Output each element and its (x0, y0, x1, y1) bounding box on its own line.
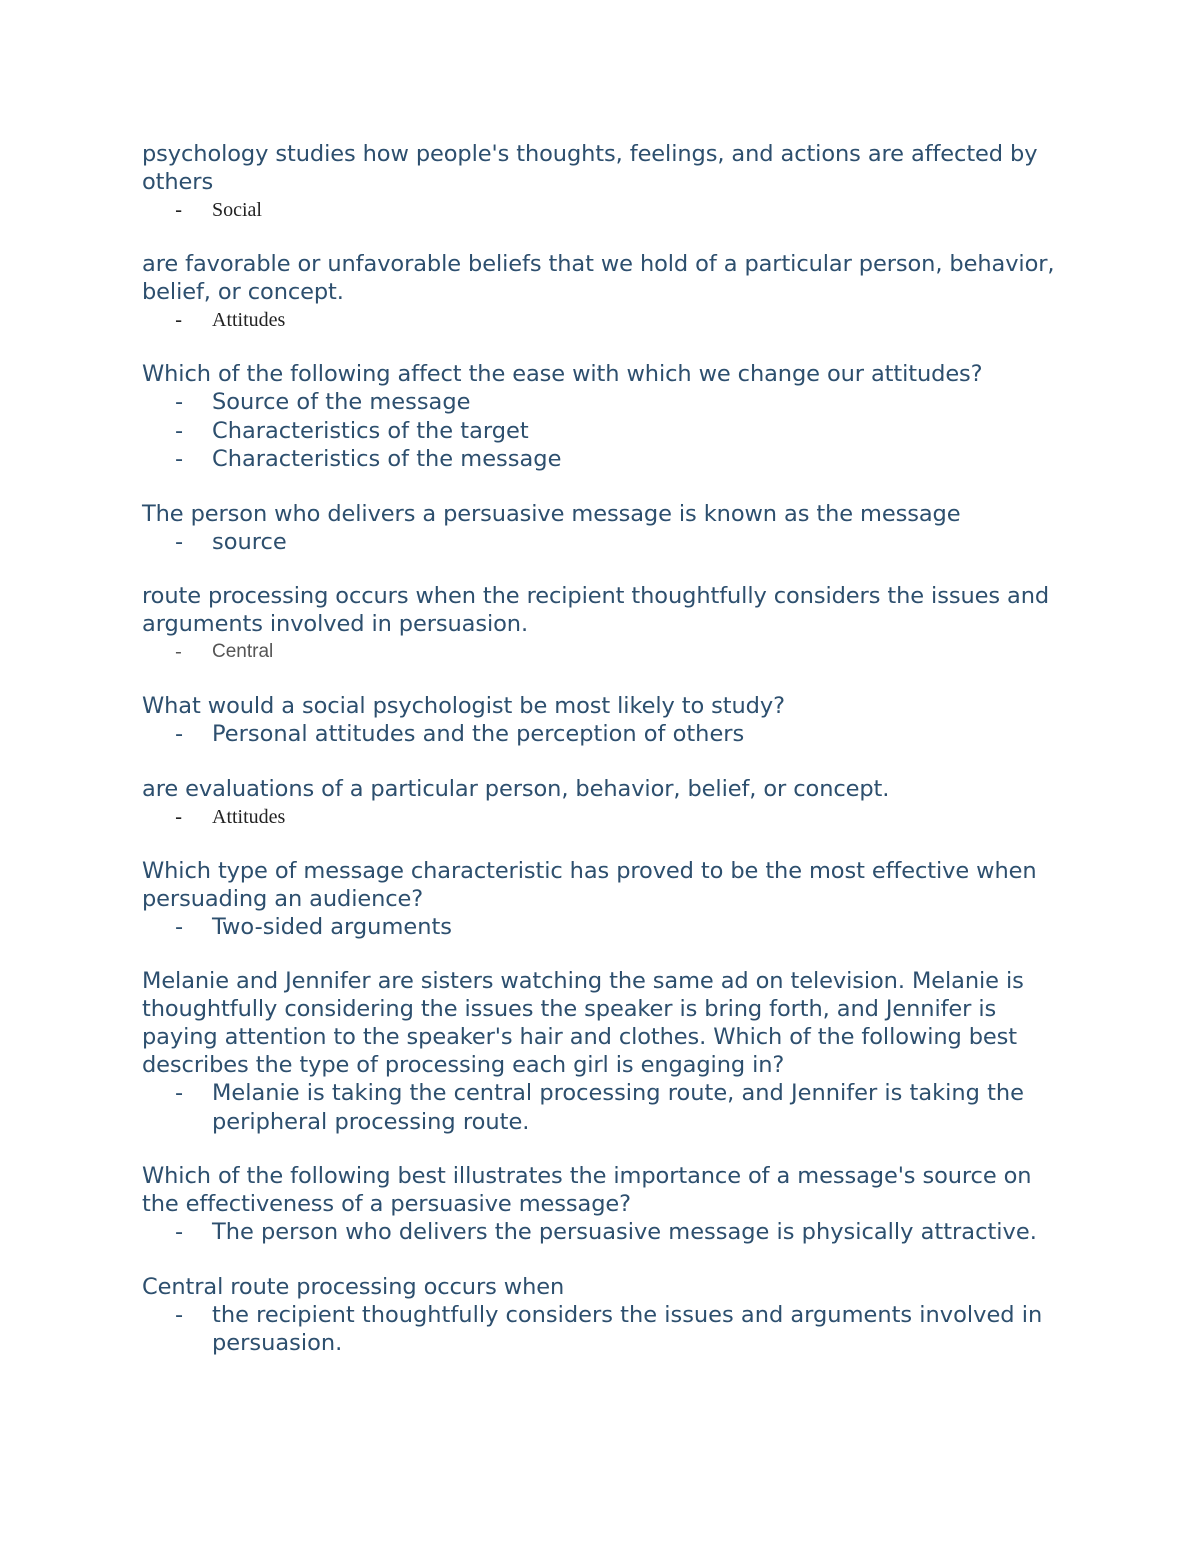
question-text: Which of the following best illustrates the importance of a message's source on the effectiveness of a persuasive message? (142, 1163, 1032, 1217)
qa-block (142, 692, 1062, 749)
question-text: route processing occurs when the recipient thoughtfully considers the issues and arguments involved in persuasion. (142, 583, 1050, 637)
qa-block (142, 857, 1062, 942)
bullet-dash: - (175, 1219, 184, 1245)
answer-item (142, 196, 1062, 224)
answer-text: Social (212, 199, 262, 221)
document-page (142, 140, 1062, 1384)
question-text: are evaluations of a particular person, behavior, belief, or concept. (142, 775, 890, 802)
bullet-dash: - (175, 389, 184, 415)
answer-list (142, 1301, 1062, 1358)
bullet-dash: - (175, 721, 184, 747)
question-text: psychology studies how people's thoughts, feelings, and actions are affected by others (142, 141, 1038, 195)
answer-list (142, 1218, 1062, 1247)
answer-list (142, 638, 1062, 666)
qa-block (142, 775, 1062, 831)
qa-block (142, 582, 1062, 666)
question-text: What would a social psychologist be most likely to study? (142, 693, 785, 719)
qa-block (142, 1162, 1062, 1247)
answer-text: the recipient thoughtfully considers the issues and arguments involved in persuasion. (212, 1301, 1043, 1356)
answer-item (142, 445, 1062, 474)
answer-item (142, 528, 1062, 557)
answer-item (142, 1079, 1062, 1136)
answer-item (142, 913, 1062, 942)
qa-block (142, 140, 1062, 224)
answer-item (142, 388, 1062, 417)
answer-list (142, 196, 1062, 224)
answer-list (142, 720, 1062, 749)
qa-block (142, 250, 1062, 334)
answer-list (142, 1079, 1062, 1136)
answer-text: Melanie is taking the central processing route, and Jennifer is taking the peripheral processing route. (212, 1080, 1025, 1135)
bullet-dash: - (175, 308, 183, 332)
answer-item (142, 1301, 1062, 1358)
question-text: are favorable or unfavorable beliefs that we hold of a particular person, behavior, belief, or concept. (142, 251, 1055, 305)
answer-item (142, 306, 1062, 334)
bullet-dash: - (175, 1301, 184, 1328)
bullet-dash: - (175, 913, 184, 940)
answer-list (142, 803, 1062, 831)
bullet-dash: - (175, 446, 184, 472)
answer-text: Central (212, 641, 274, 662)
answer-item (142, 803, 1062, 831)
answer-text: Source of the message (212, 389, 471, 415)
qa-block (142, 1273, 1062, 1358)
qa-block (142, 500, 1062, 557)
question-text: Melanie and Jennifer are sisters watching the same ad on television. Melanie is thoughtfully considering the issues the speaker is bring forth, and Jennifer is paying attention to the speaker's hair and clothes. Which of the following best describes the type of processing each girl is engaging in? (142, 968, 1024, 1078)
answer-list (142, 306, 1062, 334)
answer-text: source (212, 528, 287, 555)
answer-text: Attitudes (212, 805, 286, 828)
answer-item (142, 720, 1062, 749)
answer-list (142, 913, 1062, 942)
answer-item (142, 1218, 1062, 1247)
answer-item (142, 417, 1062, 446)
bullet-dash: - (175, 528, 184, 555)
bullet-dash: - (175, 417, 184, 444)
question-text: Which type of message characteristic has proved to be the most effective when persuading an audience? (142, 857, 1037, 912)
answer-text: Two-sided arguments (212, 913, 453, 940)
qa-block (142, 360, 1062, 474)
question-text: The person who delivers a persuasive message is known as the message (142, 500, 961, 527)
answer-text: Personal attitudes and the perception of others (212, 721, 745, 747)
answer-text: The person who delivers the persuasive message is physically attractive. (212, 1219, 1037, 1245)
answer-list (142, 388, 1062, 474)
question-text: Central route processing occurs when (142, 1273, 565, 1300)
answer-item (142, 638, 1062, 666)
answer-text: Attitudes (212, 309, 286, 331)
bullet-dash: - (175, 804, 183, 829)
answer-text: Characteristics of the target (212, 417, 529, 444)
answer-text: Characteristics of the message (212, 446, 562, 472)
qa-block (142, 967, 1062, 1136)
question-text: Which of the following affect the ease with which we change our attitudes? (142, 361, 983, 387)
answer-list (142, 528, 1062, 557)
bullet-dash: - (175, 641, 182, 663)
bullet-dash: - (175, 1080, 184, 1106)
bullet-dash: - (175, 198, 183, 222)
